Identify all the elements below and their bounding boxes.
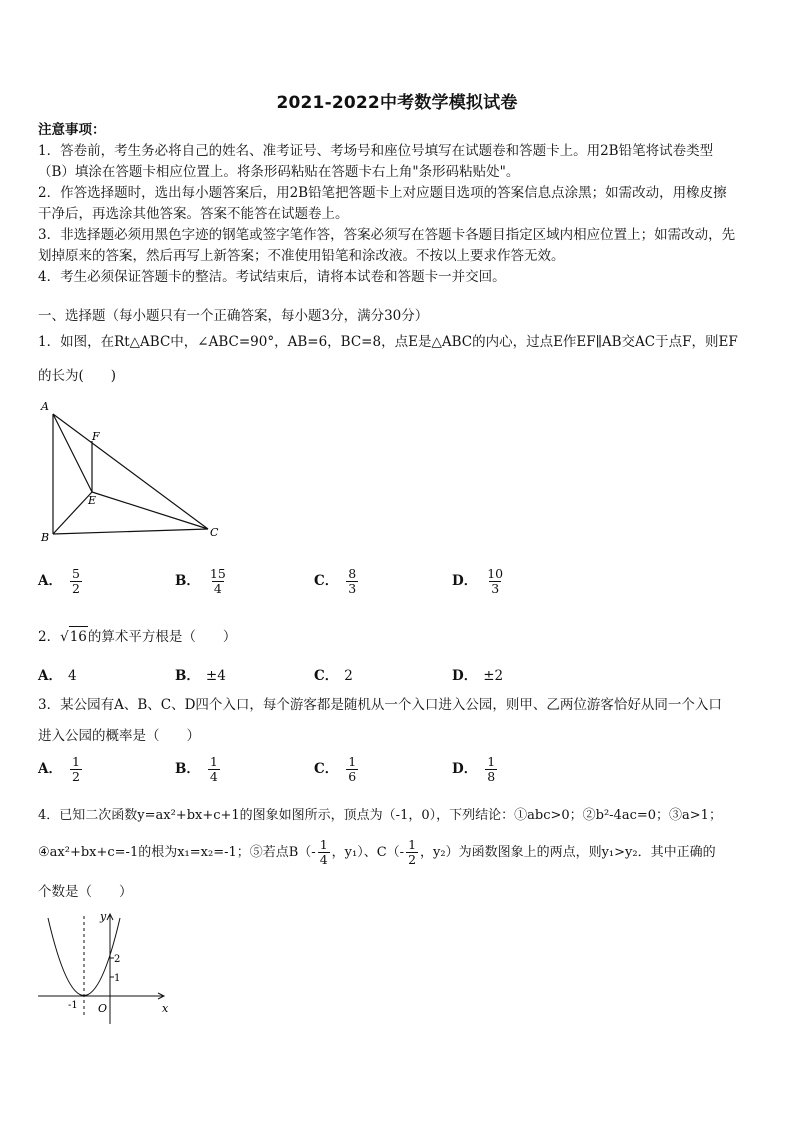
- notice-heading: 注意事项：: [38, 122, 106, 138]
- notice-line: 4．考生必须保证答题卡的整洁。考试结束后，请将本试卷和答题卡一并交回。: [38, 269, 506, 285]
- notice-line: 划掉原来的答案，然后再写上新答案；不准使用铅笔和涂改液。不按以上要求作答无效。: [38, 248, 565, 264]
- question-4-text: 4．已知二次函数y=ax²+bx+c+1的图象如图所示，顶点为（-1，0），下列结论：①abc>0；②b²-4ac=0；③a>1；: [38, 808, 722, 823]
- triangle-figure: [36, 396, 226, 546]
- q2-option-b: B． ±4: [175, 668, 226, 684]
- question-4-text: ④ax²+bx+c=-1的根为x₁=x₂=-1；⑤若点B（- $\frac{1}{4}$ ，y₁）、C（- $\frac{1}{2}$ ，y₂）为函数图象上的两点，则y₁>y₂．其中正确的: [38, 837, 716, 867]
- q3-option-d: D． $\frac{1}{8}$: [452, 754, 496, 784]
- question-1-text: 1．如图，在Rt△ABC中，∠ABC=90°，AB=6，BC=8，点E是△ABC的内心，过点E作EF∥AB交AC于点F，则EF: [38, 334, 738, 350]
- label-e: E: [88, 494, 97, 507]
- q3-option-a: A． $\frac{1}{2}$: [38, 754, 80, 784]
- question-1-text: 的长为( ): [38, 368, 117, 384]
- q2-option-a: A． 4: [38, 668, 77, 684]
- q1-option-d: D． $\frac{10}{3}$: [452, 566, 504, 596]
- label-f: F: [92, 430, 100, 443]
- question-3-text: 进入公园的概率是（ ）: [38, 728, 200, 744]
- label-b: B: [41, 531, 50, 544]
- parabola-graph: [36, 908, 176, 1028]
- section-heading: 一、选择题（每小题只有一个正确答案，每小题3分，满分30分）: [38, 308, 429, 324]
- origin-label: O: [98, 1002, 108, 1015]
- q2-option-d: D． ±2: [452, 668, 504, 684]
- q1-option-b: B． $\frac{15}{4}$: [175, 566, 226, 596]
- question-3-text: 3．某公园有A、B、C、D四个入口，每个游客都是随机从一个入口进入公园，则甲、乙两位游客恰好从同一个入口: [38, 697, 722, 713]
- notice-line: （B）填涂在答题卡相应位置上。将条形码粘贴在答题卡右上角"条形码粘贴处"。: [38, 164, 520, 180]
- notice-line: 2．作答选择题时，选出每小题答案后，用2B铅笔把答题卡上对应题目选项的答案信息点涂黑；如需改动，用橡皮擦: [38, 185, 727, 201]
- q3-option-b: B． $\frac{1}{4}$: [175, 754, 218, 784]
- label-a: A: [41, 400, 49, 413]
- q3-option-c: C． $\frac{1}{6}$: [314, 754, 357, 784]
- tick-1: 1: [114, 973, 121, 984]
- question-2-text: 2． √ 16 的算术平方根是（ ）: [38, 626, 236, 648]
- notice-line: 干净后，再选涂其他答案。答案不能答在试题卷上。: [38, 206, 349, 222]
- tick-2: 2: [114, 954, 121, 965]
- q1-option-a: A． $\frac{5}{2}$: [38, 566, 80, 596]
- y-axis-label: y: [100, 910, 107, 923]
- x-axis-label: x: [162, 1002, 169, 1015]
- notice-line: 3．非选择题必须用黑色字迹的钢笔或签字笔作答，答案必须写在答题卡各题目指定区域内相应位置上；如需改动，先: [38, 227, 736, 243]
- notice-line: 1．答卷前，考生务必将自己的姓名、准考证号、考场号和座位号填写在试题卷和答题卡上。用2B铅笔将试卷类型: [38, 143, 714, 159]
- question-4-text: 个数是（ ）: [38, 884, 133, 900]
- q2-option-c: C． 2: [314, 668, 353, 684]
- page-title: 2021-2022中考数学模拟试卷: [276, 93, 518, 113]
- q1-option-c: C． $\frac{8}{3}$: [314, 566, 357, 596]
- sqrt-symbol: √ 16: [60, 626, 88, 648]
- label-c: C: [210, 526, 219, 539]
- tick-minus-1: -1: [68, 1000, 78, 1011]
